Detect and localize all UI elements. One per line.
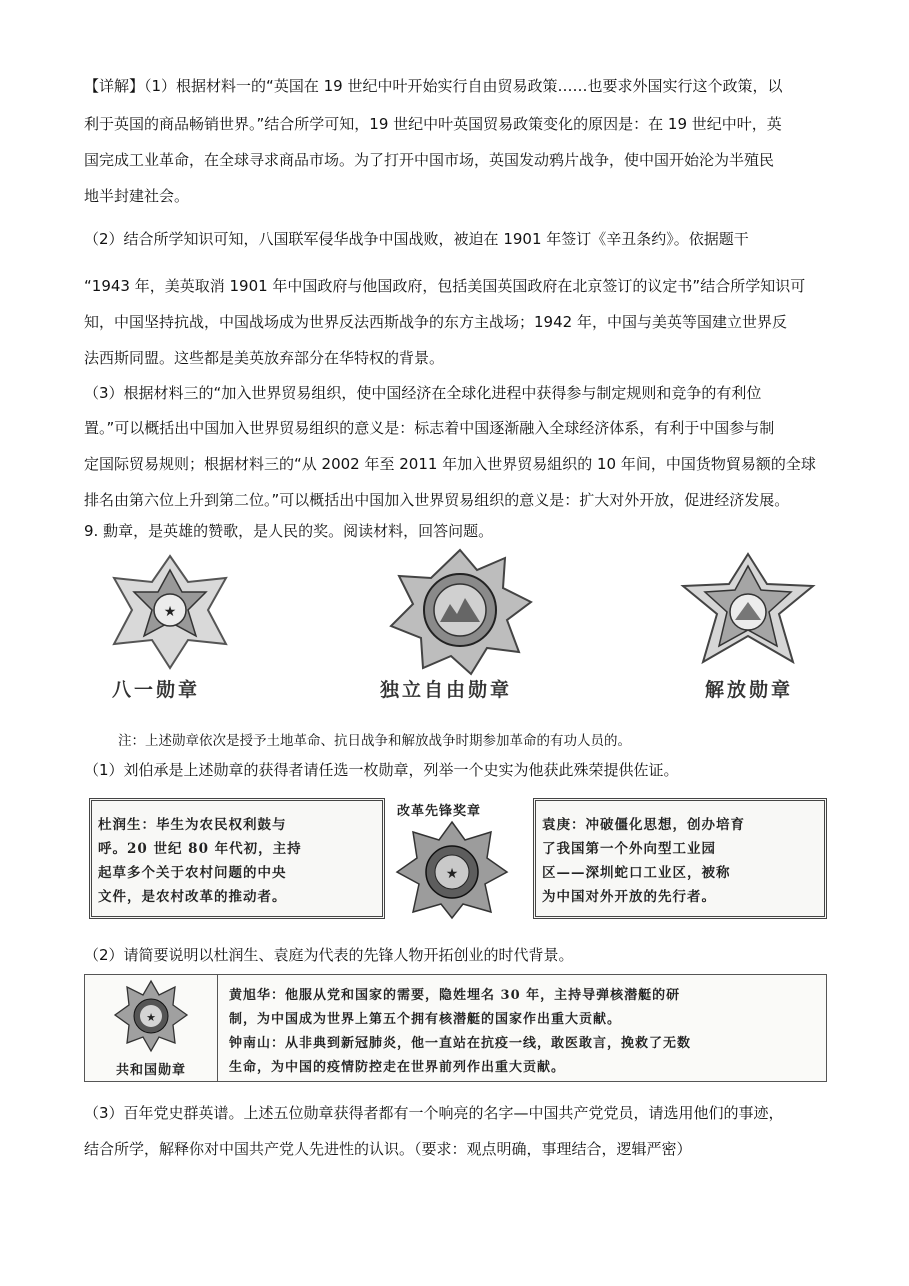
detail-p3-line1: （3）根据材料三的“加入世界贸易组织，使中国经济在全球化进程中获得参与制定规则和竞争的有利位 bbox=[84, 384, 762, 402]
republic-medal-label: 共和国勋章 bbox=[115, 1063, 186, 1078]
reform-right-line3: 区——深圳蛇口工业区，被称 bbox=[542, 865, 731, 881]
detail-p1-line1: 【详解】（1）根据材料一的“英国在 19 世纪中叶开始实行自由贸易政策……也要求外国实行这个政策，以 bbox=[84, 77, 783, 95]
q9-sub3-line2: 结合所学，解释你对中国共产党人先进性的认识。（要求：观点明确，事理结合，逻辑严密） bbox=[84, 1140, 692, 1158]
republic-medal-image bbox=[113, 979, 189, 1053]
republic-text-line4: 生命，为中国的疫情防控走在世界前列作出重大贡献。 bbox=[229, 1060, 566, 1075]
q9-sub3-line1: （3）百年党史群英谱。上述五位勋章获得者都有一个响亮的名字—中国共产党党员，请选用他们的事迹， bbox=[84, 1104, 784, 1122]
reform-medal-label: 改革先锋奖章 bbox=[397, 804, 482, 819]
reform-medal-image bbox=[395, 820, 510, 920]
reform-left-box bbox=[89, 798, 385, 919]
independence-medal-image bbox=[385, 548, 535, 676]
reform-left-line3: 起草多个关于农村问题的中央 bbox=[98, 865, 287, 881]
reform-left-line4: 文件，是农村改革的推动者。 bbox=[98, 889, 287, 905]
detail-p2-line1: （2）结合所学知识可知，八国联军侵华战争中国战败，被迫在 1901 年签订《辛丑条约》。依据题干 bbox=[84, 230, 749, 248]
reform-right-line4: 为中国对外开放的先行者。 bbox=[542, 889, 716, 905]
republic-medal-table bbox=[84, 974, 827, 1082]
q9-sub2: （2）请简要说明以杜润生、袁庭为代表的先锋人物开拓创业的时代背景。 bbox=[84, 946, 574, 964]
q9-intro: 9. 勳章，是英雄的赞歌，是人民的奖。阅读材料，回答问题。 bbox=[84, 522, 494, 540]
republic-text-line3: 钟南山：从非典到新冠肺炎，他一直站在抗疫一线，敢医敢言，挽救了无数 bbox=[229, 1036, 692, 1051]
detail-p1-line4: 地半封建社会。 bbox=[84, 187, 190, 205]
medal-label-liberation: 解放勋章 bbox=[705, 679, 794, 701]
detail-p1-line3: 国完成工业革命，在全球寻求商品市场。为了打开中国市场，英国发动鸦片战争，使中国开始沦为半殖民 bbox=[84, 151, 775, 169]
detail-p3-line4: 排名由第六位上升到第二位。”可以概括出中国加入世界贸易组织的意义是：扩大对外开放，促进经济发展。 bbox=[84, 491, 790, 509]
svg-text:★: ★ bbox=[146, 1011, 156, 1024]
medal-note: 注：上述勋章依次是授予土地革命、抗日战争和解放战争时期参加革命的有功人员的。 bbox=[118, 733, 631, 749]
reform-right-box bbox=[533, 798, 827, 919]
detail-p2-line3: 知，中国坚持抗战，中国战场成为世界反法西斯战争的东方主战场；1942 年，中国与美英等国建立世界反 bbox=[84, 313, 787, 331]
detail-p2-line4: 法西斯同盟。这些都是美英放弃部分在华特权的背景。 bbox=[84, 349, 445, 367]
republic-text-line1: 黄旭华：他服从党和国家的需要，隐姓埋名 30 年，主持导弹核潜艇的研 bbox=[229, 988, 681, 1003]
detail-p1-line2: 利于英国的商品畅销世界。”结合所学可知，19 世纪中叶英国贸易政策变化的原因是：在 19 世纪中叶，英 bbox=[84, 115, 782, 133]
medal-label-bayi: 八一勋章 bbox=[112, 679, 201, 701]
medal-label-independence: 独立自由勋章 bbox=[380, 679, 513, 701]
detail-p3-line2: 置。”可以概括出中国加入世界贸易组织的意义是：标志着中国逐渐融入全球经济体系，有利于中国参与制 bbox=[84, 419, 775, 437]
svg-text:★: ★ bbox=[163, 604, 177, 620]
reform-left-line2: 呼。20 世纪 80 年代初，主持 bbox=[98, 841, 302, 857]
republic-medal-cell bbox=[85, 975, 218, 1081]
svg-text:★: ★ bbox=[445, 866, 459, 882]
reform-right-line1: 袁庚：冲破僵化思想，创办培育 bbox=[542, 817, 745, 833]
detail-p3-line3: 定国际贸易规则；根据材料三的“从 2002 年至 2011 年加入世界贸易組织的 10 年间，中国货物貿易额的全球 bbox=[84, 455, 816, 473]
liberation-medal-image bbox=[673, 550, 823, 670]
detail-p2-line2: “1943 年，美英取消 1901 年中国政府与他国政府，包括美国英国政府在北京签订的议定书”结合所学知识可 bbox=[84, 277, 806, 295]
reform-right-line2: 了我国第一个外向型工业园 bbox=[542, 841, 716, 857]
republic-text-line2: 制，为中国成为世界上第五个拥有核潜艇的国家作出重大贡献。 bbox=[229, 1012, 622, 1027]
reform-left-line1: 杜润生：毕生为农民权利鼓与 bbox=[98, 817, 287, 833]
q9-sub1: （1）刘伯承是上述勋章的获得者请任选一枚勋章，列举一个史实为他获此殊荣提供佐证。 bbox=[84, 761, 679, 779]
bayi-medal-image bbox=[100, 552, 240, 672]
